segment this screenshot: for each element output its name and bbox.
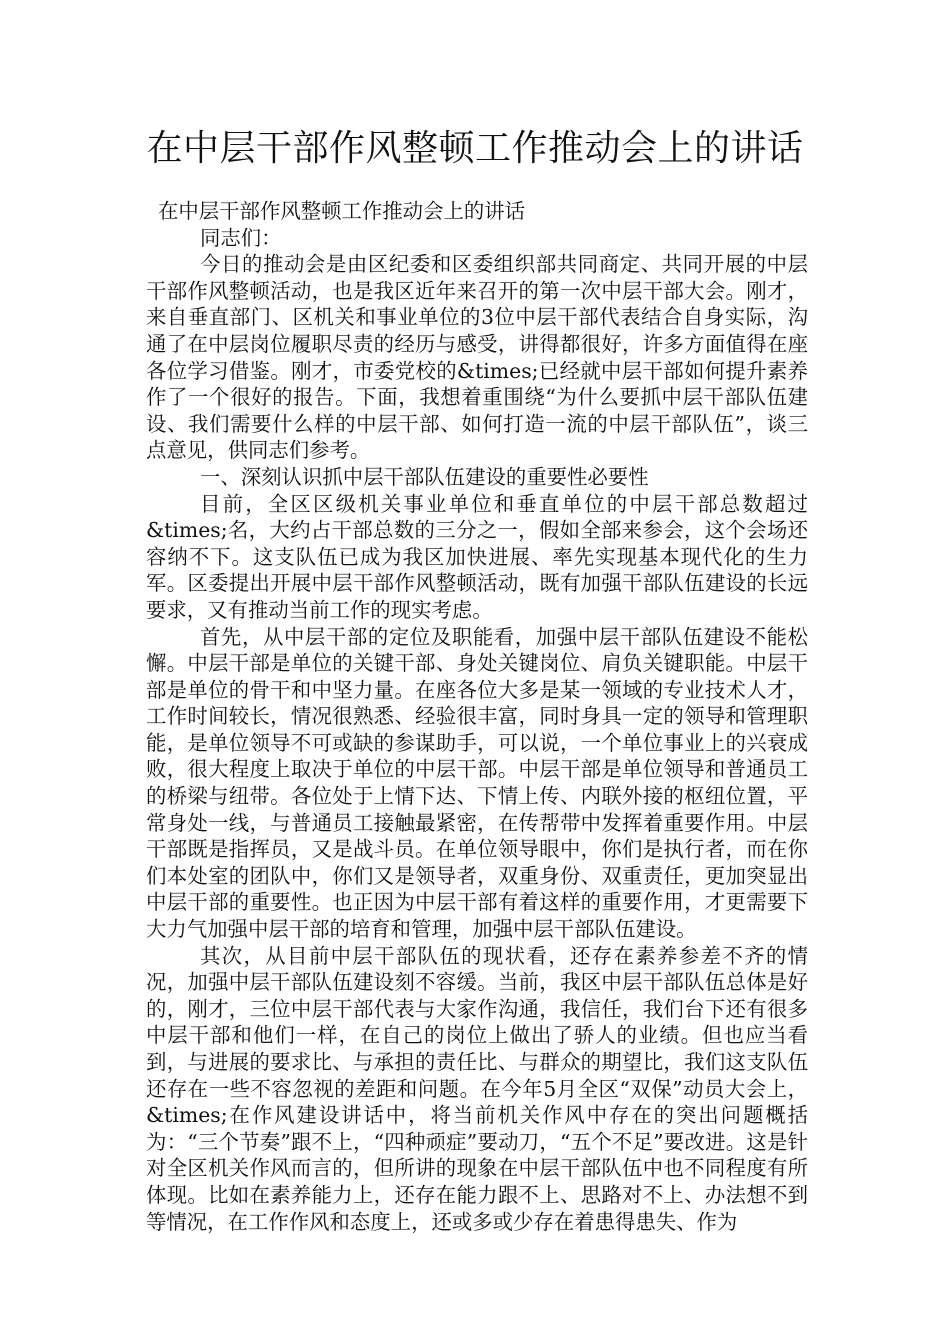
salutation: 同志们： [200,225,282,250]
paragraph-current-status: 目前，全区区级机关事业单位和垂直单位的中层干部总数超过&times;名，大约占干部总数的三分之一，假如全部来参会，这个会场还容纳不下。这支队伍已成为我区加快进展、率先实现基本现代化的生力军。区委提出开展中层干部作风整顿活动，既有加强干部队伍建设的长远要求，又有推动当前工作的现实考虑。 [146,491,808,622]
document-body [146,198,808,1235]
paragraph-intro: 今日的推动会是由区纪委和区委组织部共同商定、共同开展的中层干部作风整顿活动，也是我区近年来召开的第一次中层干部大会。刚才，来自垂直部门、区机关和事业单位的3位中层干部代表结合自身实际，沟通了在中层岗位履职尽责的经历与感受，讲得都很好，许多方面值得在座各位学习借鉴。刚才，市委党校的&times;已经就中层干部如何提升素养作了一个很好的报告。下面，我想着重围绕“为什么要抓中层干部队伍建设、我们需要什么样的中层干部、如何打造一流的中层干部队伍”，谈三点意见，供同志们参考。 [146,252,808,463]
page-title: 在中层干部作风整顿工作推动会上的讲话 [146,128,804,169]
paragraph-second-point: 其次，从目前中层干部队伍的现状看，还存在素养参差不齐的情况，加强中层干部队伍建设刻不容缓。当前，我区中层干部队伍总体是好的，刚才，三位中层干部代表与大家作沟通，我信任，我们台下还有很多中层干部和他们一样，在自己的岗位上做出了骄人的业绩。但也应当看到，与进展的要求比、与承担的责任比、与群众的期望比，我们这支队伍还存在一些不容忽视的差距和问题。在今年5月全区“双保”动员大会上，&times;在作风建设讲话中，将当前机关作风中存在的突出问题概括为：“三个节奏”跟不上，“四种顽症”要动刀，“五个不足”要改进。这是针对全区机关作风而言的，但所讲的现象在中层干部队伍中也不同程度有所体现。比如在素养能力上，还存在能力跟不上、思路对不上、办法想不到等情况，在工作作风和态度上，还或多或少存在着患得患失、作为 [146,943,808,1234]
paragraph-first-point: 首先，从中层干部的定位及职能看，加强中层干部队伍建设不能松懈。中层干部是单位的关键干部、身处关键岗位、肩负关键职能。中层干部是单位的骨干和中坚力量。在座各位大多是某一领域的专业技术人才，工作时间较长，情况很熟悉、经验很丰富，同时身具一定的领导和管理职能，是单位领导不可或缺的参谋助手，可以说，一个单位事业上的兴衰成败，很大程度上取决于单位的中层干部。中层干部是单位领导和普通员工的桥梁与纽带。各位处于上情下达、下情上传、内联外接的枢纽位置，平常身处一线，与普通员工接触最紧密，在传帮带中发挥着重要作用。中层干部既是指挥员，又是战斗员。在单位领导眼中，你们是执行者，而在你们本处室的团队中，你们又是领导者，双重身份、双重责任，更加突显出中层干部的重要性。也正因为中层干部有着这样的重要作用，才更需要下大力气加强中层干部的培育和管理，加强中层干部队伍建设。 [146,624,808,942]
section-heading-1: 一、深刻认识抓中层干部队伍建设的重要性必要性 [200,464,649,489]
document-subtitle: 在中层干部作风整顿工作推动会上的讲话 [158,199,526,223]
